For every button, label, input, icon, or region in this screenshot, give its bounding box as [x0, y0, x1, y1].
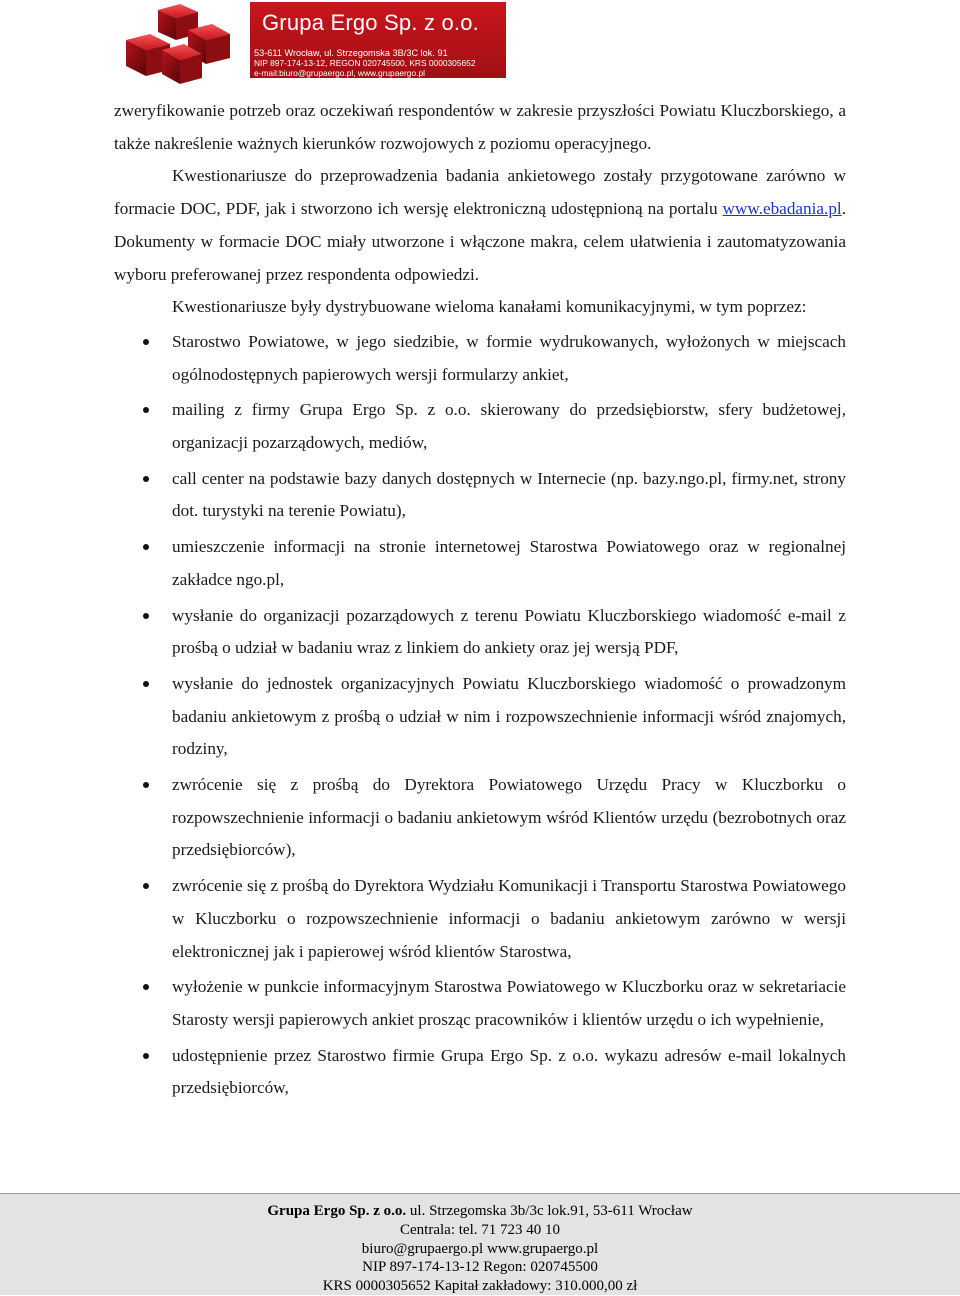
bullet-icon	[143, 613, 149, 619]
list-item	[114, 463, 846, 528]
list-item	[114, 1040, 846, 1105]
list-item	[114, 600, 846, 665]
list-item-text: Starostwo Powiatowe, w jego siedzibie, w formie wydrukowanych, wyłożonych w miejscach ogólnodostępnych papierowych wersji formularzy ankiet,	[172, 331, 846, 384]
logo-registry: NIP 897-174-13-12, REGON 020745500, KRS 0000305652	[254, 58, 476, 68]
list-item	[114, 326, 846, 391]
paragraph-2-start: Kwestionariusze do przeprowadzenia badania ankietowego zostały przygotowane zarówno w formacie DOC, PDF, jak i stworzono ich wersję elektroniczną udostępnioną na portalu	[114, 166, 846, 219]
page-header	[0, 0, 960, 90]
list-item	[114, 531, 846, 596]
bullet-icon	[143, 1053, 149, 1059]
ebadania-link[interactable]: www.ebadania.pl	[722, 199, 842, 219]
bullet-icon	[143, 782, 149, 788]
distribution-channels-list	[114, 326, 846, 1105]
page-footer	[0, 1193, 960, 1295]
list-item-text: wysłanie do organizacji pozarządowych z terenu Powiatu Kluczborskiego wiadomość e-mail z prośbą o udział w badaniu wraz z linkiem do ankiety oraz jej wersją PDF,	[172, 605, 846, 658]
list-item-text: call center na podstawie bazy danych dostępnych w Internecie (np. bazy.ngo.pl, firmy.net, strony dot. turystyki na terenie Powiatu),	[172, 468, 846, 521]
list-item-text: wysłanie do jednostek organizacyjnych Powiatu Kluczborskiego wiadomość o prowadzonym badaniu ankietowym z prośbą o udział w nim i rozpowszechnienie informacji wśród znajomych, rodziny,	[172, 673, 846, 759]
logo-contact: e-mail:biuro@grupaergo.pl, www.grupaergo.pl	[254, 68, 425, 78]
logo-company-name: Grupa Ergo Sp. z o.o.	[262, 10, 479, 35]
paragraph-2	[114, 160, 846, 291]
list-item	[114, 394, 846, 459]
paragraph-3: Kwestionariusze były dystrybuowane wieloma kanałami komunikacyjnymi, w tym poprzez:	[172, 297, 807, 317]
bullet-icon	[143, 984, 149, 990]
bullet-icon	[143, 339, 149, 345]
footer-registry: NIP 897-174-13-12 Regon: 020745500	[362, 1259, 598, 1276]
list-item-text: udostępnienie przez Starostwo firmie Grupa Ergo Sp. z o.o. wykazu adresów e-mail lokalnych przedsiębiorców,	[172, 1045, 846, 1098]
list-item-text: wyłożenie w punkcie informacyjnym Starostwa Powiatowego w Kluczborku oraz w sekretariacie Starosty wersji papierowych ankiet prosząc pracowników i klientów urzędu o ich wypełnienie,	[172, 977, 846, 1029]
footer-phone: Centrala: tel. 71 723 40 10	[400, 1221, 560, 1238]
bullet-icon	[143, 883, 149, 889]
bullet-icon	[143, 407, 149, 413]
list-item	[114, 668, 846, 766]
list-item-text: mailing z firmy Grupa Ergo Sp. z o.o. skierowany do przedsiębiorstw, sfery budżetowej, organizacji pozarządowych, mediów,	[172, 400, 846, 453]
list-item-text: zwrócenie się z prośbą do Dyrektora Powiatowego Urzędu Pracy w Kluczborku o rozpowszechnienie informacji o badaniu ankietowym wśród Klientów urzędu (bezrobotnych oraz przedsiębiorców),	[172, 775, 846, 860]
logo-address: 53-611 Wrocław, ul. Strzegomska 3B/3C lok. 91	[254, 48, 448, 58]
paragraph-1: zweryfikowanie potrzeb oraz oczekiwań respondentów w zakresie przyszłości Powiatu Kluczborskiego, a także nakreślenie ważnych kierunków rozwojowych z poziomu operacyjnego.	[114, 101, 846, 153]
list-item	[114, 870, 846, 968]
footer-capital: KRS 0000305652 Kapitał zakładowy: 310.000,00 zł	[322, 1278, 638, 1295]
footer-company-line	[0, 1202, 960, 1221]
list-item	[114, 971, 846, 1036]
bullet-icon	[143, 544, 149, 550]
logo-plate	[250, 2, 506, 78]
footer-address: ul. Strzegomska 3b/3c lok.91, 53-611 Wrocław	[406, 1203, 693, 1219]
document-body	[114, 95, 846, 1105]
paragraph-2-end: . Dokumenty w formacie DOC miały utworzone i włączone makra, celem ułatwienia i zautomatyzowania wyboru preferowanej przez respondenta odpowiedzi.	[114, 199, 846, 284]
bullet-icon	[143, 476, 149, 482]
bullet-icon	[143, 681, 149, 687]
footer-company: Grupa Ergo Sp. z o.o.	[267, 1203, 407, 1219]
logo-cubes-icon	[118, 2, 248, 86]
list-item-text: umieszczenie informacji na stronie internetowej Starostwa Powiatowego oraz w regionalnej zakładce ngo.pl,	[172, 537, 846, 589]
list-item	[114, 769, 846, 867]
list-item-text: zwrócenie się z prośbą do Dyrektora Wydziału Komunikacji i Transportu Starostwa Powiatowego w Kluczborku o rozpowszechnienie informacji o badaniu ankietowym zarówno w wersji elektronicznej jak i papierowej wśród klientów Starostwa,	[172, 876, 846, 961]
footer-web: biuro@grupaergo.pl www.grupaergo.pl	[361, 1240, 599, 1257]
